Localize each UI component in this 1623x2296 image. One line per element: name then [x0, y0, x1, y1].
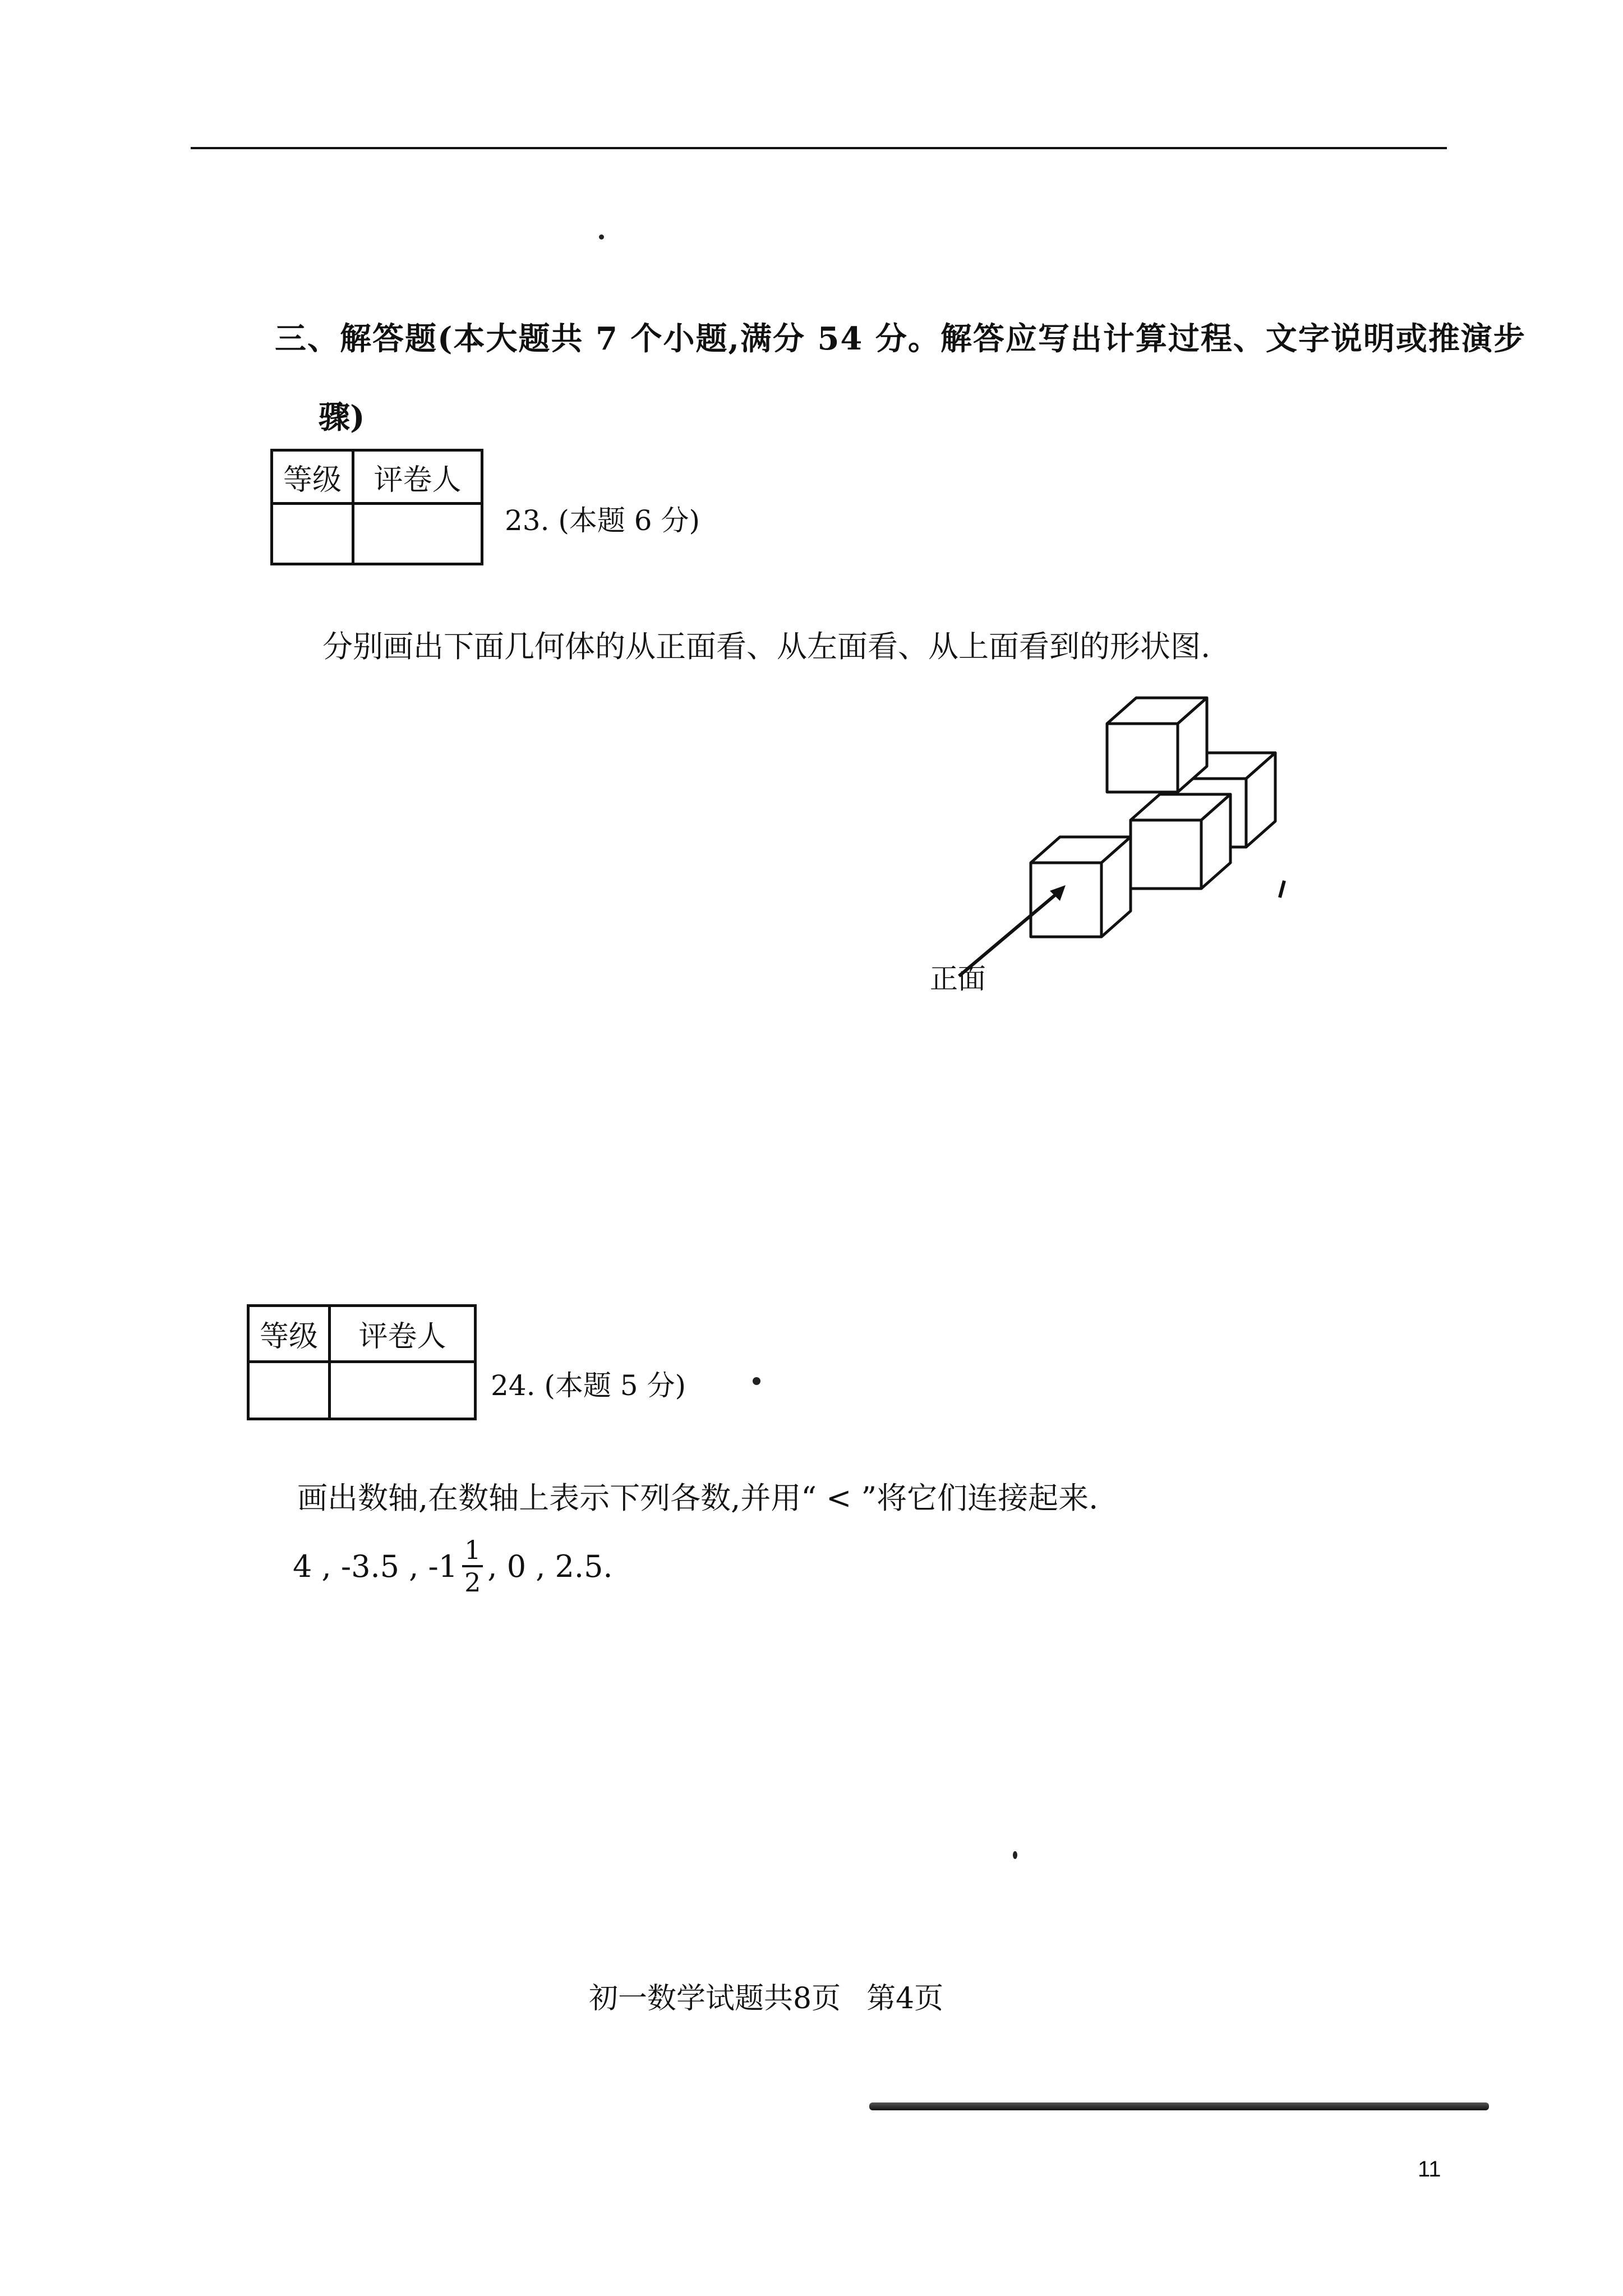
section-title-continued: 骤) [319, 399, 365, 436]
grader-cell[interactable] [353, 504, 482, 564]
grade-table-header-grader: 评卷人 [353, 450, 482, 504]
top-rule [191, 147, 1447, 149]
cube-top-front [1107, 724, 1178, 792]
footer-current-page: 第4页 [866, 1982, 944, 2016]
footer-total-pages: 初一数学试题共8页 [589, 1982, 841, 2016]
speck [599, 234, 604, 240]
grade-table-q24 [247, 1304, 477, 1420]
grader-cell[interactable] [330, 1362, 476, 1419]
fraction-numerator: 1 [462, 1537, 483, 1567]
page-footer [589, 1975, 943, 2017]
question-24-header: 24. (本题 5 分) [491, 1369, 686, 1402]
stray-mark [1280, 881, 1284, 898]
cube-front-front [1031, 863, 1101, 937]
bottom-rule [869, 2102, 1489, 2110]
grade-table-header-level: 等级 [248, 1306, 330, 1362]
speck [1013, 1851, 1017, 1859]
number-list-suffix: , 0 , 2.5. [487, 1548, 613, 1584]
question-23-text: 分别画出下面几何体的从正面看、从左面看、从上面看到的形状图. [322, 629, 1211, 664]
page-number: 11 [1418, 2157, 1441, 2182]
cube-middle-front [1131, 820, 1201, 889]
section-title: 三、解答题(本大题共 7 个小题,满分 54 分。解答应写出计算过程、文字说明或推演步 [275, 320, 1526, 357]
number-list [293, 1535, 613, 1598]
front-label: 正面 [930, 963, 986, 995]
grade-table-header-grader: 评卷人 [330, 1306, 476, 1362]
question-23-header: 23. (本题 6 分) [505, 504, 700, 537]
fraction-one-half [462, 1535, 483, 1598]
question-24-text: 画出数轴,在数轴上表示下列各数,并用“ < ”将它们连接起来. [297, 1480, 1099, 1516]
speck [753, 1377, 760, 1385]
grade-table-q23 [270, 449, 483, 565]
grade-table-header-level: 等级 [272, 450, 353, 504]
fraction-denominator: 2 [464, 1567, 481, 1598]
grade-cell[interactable] [248, 1362, 330, 1419]
number-list-prefix: 4 , -3.5 , -1 [293, 1548, 458, 1584]
grade-cell[interactable] [272, 504, 353, 564]
